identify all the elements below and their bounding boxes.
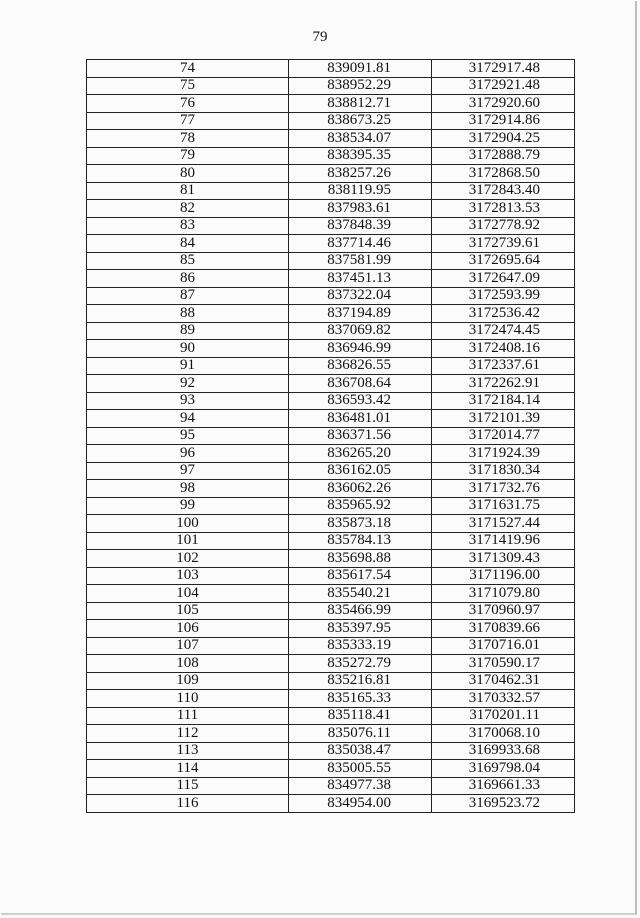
table-row: [87, 567, 575, 585]
y-coordinate-cell: 3169661.33: [432, 777, 575, 795]
x-coordinate-cell: 835333.19: [289, 637, 432, 655]
point-number-cell: 105: [87, 602, 289, 620]
y-coordinate-cell: 3172920.60: [432, 95, 575, 113]
y-coordinate-cell: 3171527.44: [432, 515, 575, 533]
point-number-cell: 77: [87, 112, 289, 130]
y-coordinate-cell: 3170462.31: [432, 672, 575, 690]
y-coordinate-cell: 3170839.66: [432, 620, 575, 638]
x-coordinate-cell: 838812.71: [289, 95, 432, 113]
y-coordinate-cell: 3170332.57: [432, 690, 575, 708]
point-number-cell: 101: [87, 532, 289, 550]
x-coordinate-cell: 836371.56: [289, 427, 432, 445]
table-row: [87, 252, 575, 270]
y-coordinate-cell: 3172101.39: [432, 410, 575, 428]
point-number-cell: 115: [87, 777, 289, 795]
table-row: [87, 655, 575, 673]
page-number: 79: [312, 29, 328, 45]
point-number-cell: 93: [87, 392, 289, 410]
y-coordinate-cell: 3172184.14: [432, 392, 575, 410]
x-coordinate-cell: 837581.99: [289, 252, 432, 270]
table-row: [87, 200, 575, 218]
point-number-cell: 92: [87, 375, 289, 393]
table-row: [87, 130, 575, 148]
coordinates-table-body: [87, 60, 575, 813]
table-row: [87, 690, 575, 708]
table-row: [87, 305, 575, 323]
x-coordinate-cell: 836593.42: [289, 392, 432, 410]
x-coordinate-cell: 835216.81: [289, 672, 432, 690]
y-coordinate-cell: 3171732.76: [432, 480, 575, 498]
x-coordinate-cell: 835397.95: [289, 620, 432, 638]
y-coordinate-cell: 3171830.34: [432, 462, 575, 480]
table-row: [87, 532, 575, 550]
point-number-cell: 74: [87, 60, 289, 78]
x-coordinate-cell: 835165.33: [289, 690, 432, 708]
x-coordinate-cell: 834977.38: [289, 777, 432, 795]
y-coordinate-cell: 3172695.64: [432, 252, 575, 270]
table-row: [87, 777, 575, 795]
y-coordinate-cell: 3171196.00: [432, 567, 575, 585]
y-coordinate-cell: 3170201.11: [432, 707, 575, 725]
x-coordinate-cell: 839091.81: [289, 60, 432, 78]
y-coordinate-cell: 3172917.48: [432, 60, 575, 78]
x-coordinate-cell: 838257.26: [289, 165, 432, 183]
table-row: [87, 515, 575, 533]
point-number-cell: 76: [87, 95, 289, 113]
table-row: [87, 795, 575, 813]
x-coordinate-cell: 837714.46: [289, 235, 432, 253]
y-coordinate-cell: 3172921.48: [432, 77, 575, 95]
point-number-cell: 98: [87, 480, 289, 498]
point-number-cell: 82: [87, 200, 289, 218]
x-coordinate-cell: 837451.13: [289, 270, 432, 288]
point-number-cell: 78: [87, 130, 289, 148]
y-coordinate-cell: 3169798.04: [432, 760, 575, 778]
point-number-cell: 109: [87, 672, 289, 690]
point-number-cell: 100: [87, 515, 289, 533]
x-coordinate-cell: 836062.26: [289, 480, 432, 498]
y-coordinate-cell: 3172914.86: [432, 112, 575, 130]
x-coordinate-cell: 837848.39: [289, 217, 432, 235]
table-row: [87, 602, 575, 620]
point-number-cell: 79: [87, 147, 289, 165]
x-coordinate-cell: 835784.13: [289, 532, 432, 550]
y-coordinate-cell: 3171631.75: [432, 497, 575, 515]
point-number-cell: 80: [87, 165, 289, 183]
x-coordinate-cell: 835118.41: [289, 707, 432, 725]
point-number-cell: 104: [87, 585, 289, 603]
table-row: [87, 585, 575, 603]
y-coordinate-cell: 3172778.92: [432, 217, 575, 235]
table-row: [87, 427, 575, 445]
table-row: [87, 322, 575, 340]
y-coordinate-cell: 3171309.43: [432, 550, 575, 568]
table-row: [87, 340, 575, 358]
y-coordinate-cell: 3172888.79: [432, 147, 575, 165]
point-number-cell: 95: [87, 427, 289, 445]
point-number-cell: 94: [87, 410, 289, 428]
point-number-cell: 99: [87, 497, 289, 515]
x-coordinate-cell: 835076.11: [289, 725, 432, 743]
y-coordinate-cell: 3172868.50: [432, 165, 575, 183]
point-number-cell: 87: [87, 287, 289, 305]
table-row: [87, 217, 575, 235]
x-coordinate-cell: 838952.29: [289, 77, 432, 95]
x-coordinate-cell: 835272.79: [289, 655, 432, 673]
x-coordinate-cell: 835540.21: [289, 585, 432, 603]
y-coordinate-cell: 3172813.53: [432, 200, 575, 218]
point-number-cell: 90: [87, 340, 289, 358]
y-coordinate-cell: 3171419.96: [432, 532, 575, 550]
point-number-cell: 89: [87, 322, 289, 340]
table-row: [87, 480, 575, 498]
y-coordinate-cell: 3172474.45: [432, 322, 575, 340]
y-coordinate-cell: 3172408.16: [432, 340, 575, 358]
table-row: [87, 672, 575, 690]
point-number-cell: 102: [87, 550, 289, 568]
x-coordinate-cell: 837983.61: [289, 200, 432, 218]
point-number-cell: 113: [87, 742, 289, 760]
table-row: [87, 270, 575, 288]
x-coordinate-cell: 835873.18: [289, 515, 432, 533]
table-row: [87, 112, 575, 130]
point-number-cell: 116: [87, 795, 289, 813]
y-coordinate-cell: 3172843.40: [432, 182, 575, 200]
point-number-cell: 97: [87, 462, 289, 480]
y-coordinate-cell: 3172739.61: [432, 235, 575, 253]
x-coordinate-cell: 837322.04: [289, 287, 432, 305]
y-coordinate-cell: 3172337.61: [432, 357, 575, 375]
table-row: [87, 707, 575, 725]
point-number-cell: 85: [87, 252, 289, 270]
table-row: [87, 147, 575, 165]
table-row: [87, 165, 575, 183]
point-number-cell: 81: [87, 182, 289, 200]
x-coordinate-cell: 836481.01: [289, 410, 432, 428]
y-coordinate-cell: 3171924.39: [432, 445, 575, 463]
table-row: [87, 725, 575, 743]
y-coordinate-cell: 3169933.68: [432, 742, 575, 760]
y-coordinate-cell: 3172647.09: [432, 270, 575, 288]
x-coordinate-cell: 836826.55: [289, 357, 432, 375]
point-number-cell: 83: [87, 217, 289, 235]
table-row: [87, 287, 575, 305]
table-row: [87, 375, 575, 393]
coordinates-table: [86, 59, 575, 813]
x-coordinate-cell: 838534.07: [289, 130, 432, 148]
point-number-cell: 91: [87, 357, 289, 375]
x-coordinate-cell: 836708.64: [289, 375, 432, 393]
y-coordinate-cell: 3172904.25: [432, 130, 575, 148]
x-coordinate-cell: 836946.99: [289, 340, 432, 358]
x-coordinate-cell: 835698.88: [289, 550, 432, 568]
x-coordinate-cell: 838673.25: [289, 112, 432, 130]
table-row: [87, 95, 575, 113]
point-number-cell: 88: [87, 305, 289, 323]
x-coordinate-cell: 835038.47: [289, 742, 432, 760]
y-coordinate-cell: 3172014.77: [432, 427, 575, 445]
x-coordinate-cell: 834954.00: [289, 795, 432, 813]
point-number-cell: 108: [87, 655, 289, 673]
y-coordinate-cell: 3172536.42: [432, 305, 575, 323]
x-coordinate-cell: 837069.82: [289, 322, 432, 340]
y-coordinate-cell: 3170960.97: [432, 602, 575, 620]
point-number-cell: 75: [87, 77, 289, 95]
table-row: [87, 760, 575, 778]
table-row: [87, 462, 575, 480]
x-coordinate-cell: 835965.92: [289, 497, 432, 515]
point-number-cell: 86: [87, 270, 289, 288]
point-number-cell: 107: [87, 637, 289, 655]
x-coordinate-cell: 835005.55: [289, 760, 432, 778]
table-row: [87, 620, 575, 638]
table-row: [87, 637, 575, 655]
x-coordinate-cell: 838395.35: [289, 147, 432, 165]
point-number-cell: 84: [87, 235, 289, 253]
x-coordinate-cell: 835466.99: [289, 602, 432, 620]
point-number-cell: 103: [87, 567, 289, 585]
table-row: [87, 445, 575, 463]
y-coordinate-cell: 3170590.17: [432, 655, 575, 673]
table-row: [87, 497, 575, 515]
x-coordinate-cell: 837194.89: [289, 305, 432, 323]
y-coordinate-cell: 3169523.72: [432, 795, 575, 813]
point-number-cell: 110: [87, 690, 289, 708]
table-row: [87, 77, 575, 95]
y-coordinate-cell: 3170068.10: [432, 725, 575, 743]
table-row: [87, 410, 575, 428]
point-number-cell: 112: [87, 725, 289, 743]
table-row: [87, 357, 575, 375]
y-coordinate-cell: 3171079.80: [432, 585, 575, 603]
point-number-cell: 111: [87, 707, 289, 725]
table-row: [87, 392, 575, 410]
y-coordinate-cell: 3170716.01: [432, 637, 575, 655]
y-coordinate-cell: 3172262.91: [432, 375, 575, 393]
table-row: [87, 182, 575, 200]
table-row: [87, 60, 575, 78]
x-coordinate-cell: 836162.05: [289, 462, 432, 480]
point-number-cell: 106: [87, 620, 289, 638]
y-coordinate-cell: 3172593.99: [432, 287, 575, 305]
table-row: [87, 550, 575, 568]
table-row: [87, 235, 575, 253]
x-coordinate-cell: 838119.95: [289, 182, 432, 200]
table-row: [87, 742, 575, 760]
point-number-cell: 96: [87, 445, 289, 463]
point-number-cell: 114: [87, 760, 289, 778]
x-coordinate-cell: 836265.20: [289, 445, 432, 463]
x-coordinate-cell: 835617.54: [289, 567, 432, 585]
